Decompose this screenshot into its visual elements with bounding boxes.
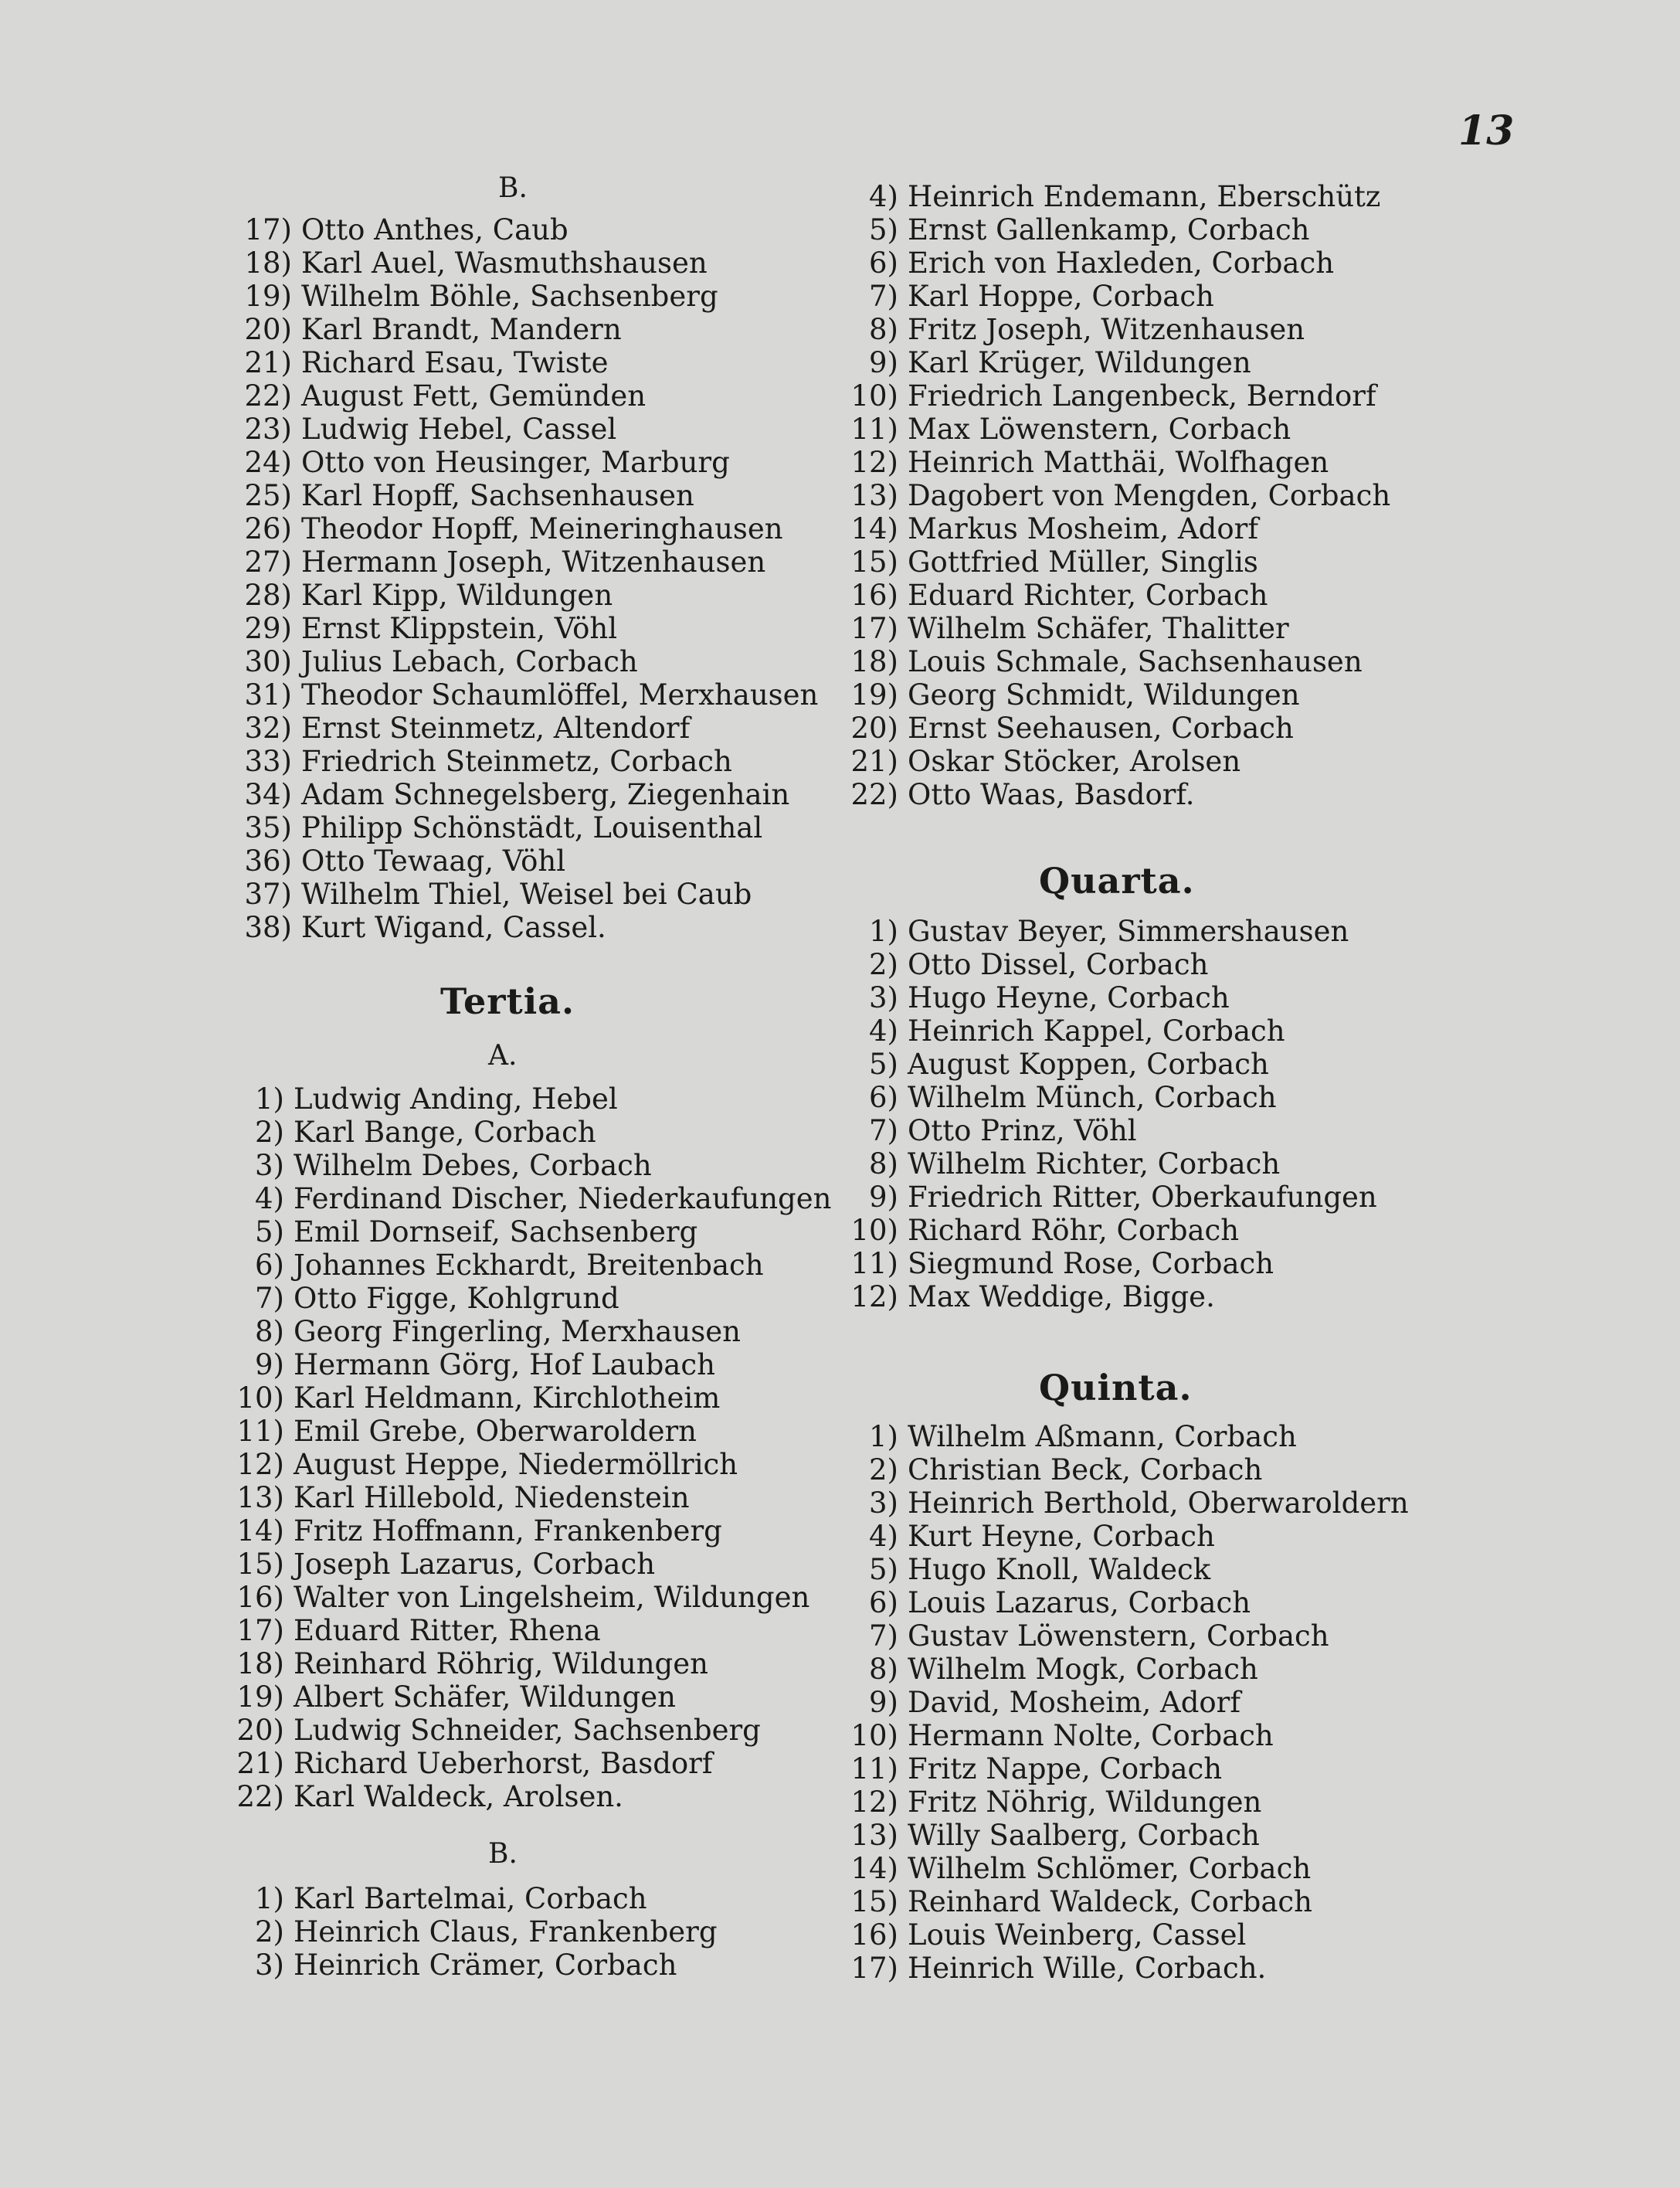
- item-number: 22): [850, 778, 898, 811]
- item-number: 10): [850, 379, 898, 413]
- item-number: 13): [850, 479, 898, 512]
- item-number: 8): [869, 1147, 898, 1181]
- section-b-label: B.: [498, 172, 528, 204]
- item-text: Emil Dornseif, Sachsenberg: [294, 1215, 698, 1249]
- item-text: Karl Brandt, Mandern: [301, 313, 622, 346]
- item-text: Joseph Lazarus, Corbach: [294, 1548, 656, 1581]
- list-item: [815, 1247, 1274, 1280]
- list-item: [209, 246, 708, 280]
- item-number: 30): [244, 645, 292, 678]
- item-text: Wilhelm Mogk, Corbach: [908, 1653, 1258, 1686]
- list-item: [209, 712, 690, 745]
- list-item: [815, 446, 1329, 479]
- list-item: [201, 1882, 647, 1915]
- list-item: [209, 678, 818, 712]
- list-item: [209, 413, 616, 446]
- tertia-heading: Tertia.: [440, 980, 575, 1022]
- item-text: Max Löwenstern, Corbach: [908, 413, 1291, 446]
- item-number: 25): [244, 479, 292, 512]
- list-item: [815, 1453, 1262, 1486]
- item-text: Walter von Lingelsheim, Wildungen: [294, 1581, 810, 1614]
- quinta-heading: Quinta.: [1039, 1367, 1193, 1408]
- list-item: [201, 1448, 738, 1481]
- item-text: Johannes Eckhardt, Breitenbach: [294, 1249, 764, 1282]
- item-number: 14): [850, 512, 898, 545]
- item-number: 15): [850, 545, 898, 579]
- item-number: 8): [869, 313, 898, 346]
- item-number: 29): [244, 612, 292, 645]
- list-item: [209, 545, 765, 579]
- item-text: Otto Prinz, Vöhl: [908, 1114, 1137, 1147]
- item-text: Fritz Hoffmann, Frankenberg: [294, 1514, 722, 1548]
- item-text: Ernst Seehausen, Corbach: [908, 712, 1294, 745]
- list-item: [815, 1553, 1210, 1586]
- item-text: Otto Waas, Basdorf.: [908, 778, 1195, 811]
- list-item: [815, 778, 1195, 811]
- list-item: [209, 645, 638, 678]
- item-number: 3): [869, 981, 898, 1014]
- list-item: [815, 346, 1251, 379]
- list-item: [209, 811, 762, 844]
- item-number: 22): [244, 379, 292, 413]
- item-text: Gustav Löwenstern, Corbach: [908, 1619, 1329, 1653]
- item-number: 35): [244, 811, 292, 844]
- item-text: Heinrich Matthäi, Wolfhagen: [908, 446, 1329, 479]
- item-number: 10): [850, 1719, 898, 1752]
- list-item: [201, 1282, 619, 1315]
- item-text: Wilhelm Böhle, Sachsenberg: [301, 280, 718, 313]
- item-text: Kurt Wigand, Cassel.: [301, 911, 606, 944]
- item-number: 27): [244, 545, 292, 579]
- item-text: Karl Heldmann, Kirchlotheim: [294, 1381, 721, 1415]
- list-item: [815, 1114, 1137, 1147]
- item-text: Hermann Joseph, Witzenhausen: [301, 545, 766, 579]
- item-number: 23): [244, 413, 292, 446]
- list-item: [815, 512, 1258, 545]
- list-item: [815, 915, 1349, 948]
- item-text: Karl Hopff, Sachsenhausen: [301, 479, 694, 512]
- item-number: 33): [244, 745, 292, 778]
- item-text: Heinrich Kappel, Corbach: [908, 1014, 1285, 1048]
- item-number: 38): [244, 911, 292, 944]
- item-number: 14): [850, 1852, 898, 1885]
- item-number: 12): [850, 1280, 898, 1313]
- item-number: 31): [244, 678, 292, 712]
- item-text: Otto von Heusinger, Marburg: [301, 446, 730, 479]
- list-item: [201, 1581, 809, 1614]
- list-item: [815, 1852, 1311, 1885]
- item-number: 18): [236, 1647, 284, 1680]
- list-item: [201, 1915, 718, 1948]
- item-text: Adam Schnegelsberg, Ziegenhain: [301, 778, 790, 811]
- item-number: 37): [244, 878, 292, 911]
- list-item: [815, 1719, 1274, 1752]
- item-number: 34): [244, 778, 292, 811]
- item-text: Hermann Görg, Hof Laubach: [294, 1348, 715, 1381]
- item-text: Karl Auel, Wasmuthshausen: [301, 246, 708, 280]
- list-item: [815, 579, 1268, 612]
- item-number: 12): [850, 446, 898, 479]
- list-item: [815, 948, 1208, 981]
- item-text: Ludwig Schneider, Sachsenberg: [294, 1714, 761, 1747]
- item-number: 1): [869, 1420, 898, 1453]
- item-text: Reinhard Waldeck, Corbach: [908, 1885, 1312, 1918]
- item-number: 11): [850, 1247, 898, 1280]
- item-number: 22): [236, 1780, 284, 1813]
- item-number: 6): [255, 1249, 284, 1282]
- item-number: 2): [255, 1116, 284, 1149]
- item-number: 8): [869, 1653, 898, 1686]
- item-number: 14): [236, 1514, 284, 1548]
- item-number: 36): [244, 844, 292, 878]
- item-text: Max Weddige, Bigge.: [908, 1280, 1215, 1313]
- item-number: 32): [244, 712, 292, 745]
- list-item: [815, 678, 1300, 712]
- item-number: 16): [850, 579, 898, 612]
- item-number: 2): [255, 1915, 284, 1948]
- list-item: [209, 379, 646, 413]
- list-item: [815, 1653, 1258, 1686]
- list-item: [209, 612, 617, 645]
- item-text: Richard Esau, Twiste: [301, 346, 609, 379]
- list-item: [815, 1619, 1329, 1653]
- item-text: Karl Bartelmai, Corbach: [294, 1882, 647, 1915]
- item-text: Wilhelm Debes, Corbach: [294, 1149, 652, 1182]
- item-number: 9): [869, 1686, 898, 1719]
- item-number: 2): [869, 948, 898, 981]
- item-number: 28): [244, 579, 292, 612]
- item-text: Fritz Joseph, Witzenhausen: [908, 313, 1305, 346]
- item-text: Heinrich Berthold, Oberwaroldern: [908, 1486, 1409, 1520]
- item-text: Christian Beck, Corbach: [908, 1453, 1263, 1486]
- item-number: 11): [850, 1752, 898, 1785]
- item-number: 19): [236, 1680, 284, 1714]
- list-item: [201, 1747, 713, 1780]
- item-number: 6): [869, 1586, 898, 1619]
- list-item: [201, 1215, 697, 1249]
- item-number: 9): [869, 1181, 898, 1214]
- item-text: Markus Mosheim, Adorf: [908, 512, 1259, 545]
- item-number: 4): [869, 1520, 898, 1553]
- list-item: [201, 1714, 761, 1747]
- list-item: [201, 1348, 715, 1381]
- list-item: [209, 745, 732, 778]
- item-text: Otto Figge, Kohlgrund: [294, 1282, 619, 1315]
- item-number: 18): [244, 246, 292, 280]
- item-text: Wilhelm Thiel, Weisel bei Caub: [301, 878, 752, 911]
- list-item: [815, 479, 1390, 512]
- item-number: 20): [244, 313, 292, 346]
- list-item: [815, 1819, 1260, 1852]
- item-text: Ernst Gallenkamp, Corbach: [908, 213, 1310, 246]
- item-number: 3): [255, 1948, 284, 1982]
- item-text: Heinrich Claus, Frankenberg: [294, 1915, 718, 1948]
- item-number: 15): [850, 1885, 898, 1918]
- list-item: [201, 1315, 741, 1348]
- item-text: Otto Anthes, Caub: [301, 213, 568, 246]
- item-number: 12): [850, 1785, 898, 1819]
- item-number: 1): [869, 915, 898, 948]
- item-text: Theodor Schaumlöffel, Merxhausen: [301, 678, 819, 712]
- item-number: 12): [236, 1448, 284, 1481]
- item-number: 5): [869, 1048, 898, 1081]
- list-item: [209, 280, 718, 313]
- item-text: Eduard Ritter, Rhena: [294, 1614, 601, 1647]
- list-item: [815, 1785, 1261, 1819]
- list-item: [201, 1481, 690, 1514]
- item-text: Richard Röhr, Corbach: [908, 1214, 1240, 1247]
- item-text: Gottfried Müller, Singlis: [908, 545, 1258, 579]
- item-number: 19): [244, 280, 292, 313]
- list-item: [201, 1548, 655, 1581]
- list-item: [201, 1647, 708, 1680]
- list-item: [201, 1381, 720, 1415]
- item-text: Ferdinand Discher, Niederkaufungen: [294, 1182, 832, 1215]
- quarta-heading: Quarta.: [1039, 860, 1195, 902]
- list-item: [209, 479, 694, 512]
- item-text: Hermann Nolte, Corbach: [908, 1719, 1274, 1752]
- item-number: 10): [850, 1214, 898, 1247]
- item-number: 11): [850, 413, 898, 446]
- list-item: [815, 1081, 1277, 1114]
- item-number: 21): [850, 745, 898, 778]
- list-item: [815, 1752, 1222, 1785]
- item-text: Georg Fingerling, Merxhausen: [294, 1315, 741, 1348]
- item-number: 13): [850, 1819, 898, 1852]
- item-text: Heinrich Endemann, Eberschütz: [908, 180, 1381, 213]
- list-item: [209, 313, 622, 346]
- list-item: [201, 1680, 676, 1714]
- item-number: 21): [244, 346, 292, 379]
- item-number: 13): [236, 1481, 284, 1514]
- item-number: 17): [850, 612, 898, 645]
- item-number: 4): [869, 1014, 898, 1048]
- item-text: August Fett, Gemünden: [301, 379, 647, 413]
- item-text: Julius Lebach, Corbach: [301, 645, 638, 678]
- item-text: Albert Schäfer, Wildungen: [294, 1680, 676, 1714]
- list-item: [815, 246, 1334, 280]
- item-number: 10): [236, 1381, 284, 1415]
- item-text: August Koppen, Corbach: [908, 1048, 1269, 1081]
- item-text: Louis Lazarus, Corbach: [908, 1586, 1251, 1619]
- list-item: [209, 878, 752, 911]
- item-text: Ludwig Anding, Hebel: [294, 1082, 618, 1116]
- item-text: Richard Ueberhorst, Basdorf: [294, 1747, 713, 1780]
- item-number: 4): [255, 1182, 284, 1215]
- list-item: [201, 1415, 697, 1448]
- list-item: [815, 1280, 1215, 1313]
- list-item: [815, 1686, 1240, 1719]
- item-number: 7): [869, 1619, 898, 1653]
- list-item: [815, 1048, 1269, 1081]
- item-text: Karl Hoppe, Corbach: [908, 280, 1214, 313]
- item-number: 20): [236, 1714, 284, 1747]
- item-number: 15): [236, 1548, 284, 1581]
- list-item: [209, 346, 608, 379]
- item-text: Philipp Schönstädt, Louisenthal: [301, 811, 763, 844]
- item-text: Karl Kipp, Wildungen: [301, 579, 613, 612]
- item-text: Hugo Heyne, Corbach: [908, 981, 1230, 1014]
- item-text: Siegmund Rose, Corbach: [908, 1247, 1274, 1280]
- list-item: [815, 981, 1230, 1014]
- item-text: August Heppe, Niedermöllrich: [294, 1448, 738, 1481]
- list-item: [815, 645, 1363, 678]
- item-number: 16): [236, 1581, 284, 1614]
- list-item: [201, 1249, 764, 1282]
- item-number: 5): [869, 1553, 898, 1586]
- list-item: [209, 579, 613, 612]
- item-text: Otto Dissel, Corbach: [908, 948, 1209, 981]
- item-text: Wilhelm Aßmann, Corbach: [908, 1420, 1297, 1453]
- item-text: Karl Waldeck, Arolsen.: [294, 1780, 623, 1813]
- item-number: 7): [869, 1114, 898, 1147]
- item-number: 7): [869, 280, 898, 313]
- item-text: Karl Hillebold, Niedenstein: [294, 1481, 690, 1514]
- list-item: [815, 612, 1289, 645]
- item-number: 5): [255, 1215, 284, 1249]
- list-item: [815, 1014, 1285, 1048]
- item-number: 6): [869, 1081, 898, 1114]
- list-item: [815, 280, 1214, 313]
- item-number: 17): [244, 213, 292, 246]
- tertia-a-label: A.: [488, 1040, 518, 1072]
- list-item: [209, 911, 606, 944]
- list-item: [815, 545, 1258, 579]
- list-item: [815, 1181, 1377, 1214]
- item-number: 20): [850, 712, 898, 745]
- item-text: Emil Grebe, Oberwaroldern: [294, 1415, 697, 1448]
- list-item: [201, 1614, 601, 1647]
- item-text: Erich von Haxleden, Corbach: [908, 246, 1335, 280]
- item-number: 2): [869, 1453, 898, 1486]
- item-number: 6): [869, 246, 898, 280]
- list-item: [815, 1486, 1409, 1520]
- item-number: 8): [255, 1315, 284, 1348]
- item-number: 9): [869, 346, 898, 379]
- list-item: [815, 1918, 1246, 1952]
- item-number: 26): [244, 512, 292, 545]
- list-item: [815, 1520, 1215, 1553]
- item-number: 3): [869, 1486, 898, 1520]
- item-text: Dagobert von Mengden, Corbach: [908, 479, 1391, 512]
- item-text: Theodor Hopff, Meineringhausen: [301, 512, 783, 545]
- item-text: Wilhelm Schäfer, Thalitter: [908, 612, 1289, 645]
- item-number: 17): [236, 1614, 284, 1647]
- list-item: [201, 1116, 596, 1149]
- list-item: [815, 712, 1294, 745]
- item-text: Willy Saalberg, Corbach: [908, 1819, 1260, 1852]
- item-text: Louis Weinberg, Cassel: [908, 1918, 1247, 1952]
- item-number: 1): [255, 1082, 284, 1116]
- item-text: Gustav Beyer, Simmershausen: [908, 915, 1349, 948]
- list-item: [209, 446, 730, 479]
- list-item: [815, 213, 1310, 246]
- item-text: Louis Schmale, Sachsenhausen: [908, 645, 1363, 678]
- item-text: Heinrich Crämer, Corbach: [294, 1948, 677, 1982]
- item-text: Friedrich Steinmetz, Corbach: [301, 745, 732, 778]
- item-text: Friedrich Langenbeck, Berndorf: [908, 379, 1376, 413]
- item-text: Friedrich Ritter, Oberkaufungen: [908, 1181, 1377, 1214]
- list-item: [815, 313, 1305, 346]
- item-text: Georg Schmidt, Wildungen: [908, 678, 1300, 712]
- item-number: 7): [255, 1282, 284, 1315]
- list-item: [815, 379, 1376, 413]
- page-number: 13: [1458, 107, 1515, 155]
- item-number: 9): [255, 1348, 284, 1381]
- item-number: 1): [255, 1882, 284, 1915]
- list-item: [815, 1586, 1251, 1619]
- item-text: Kurt Heyne, Corbach: [908, 1520, 1215, 1553]
- list-item: [815, 1147, 1280, 1181]
- item-number: 4): [869, 180, 898, 213]
- item-text: Ernst Steinmetz, Altendorf: [301, 712, 691, 745]
- item-text: Fritz Nöhrig, Wildungen: [908, 1785, 1262, 1819]
- tertia-b-label: B.: [488, 1838, 518, 1870]
- item-number: 17): [850, 1952, 898, 1985]
- item-text: Ernst Klippstein, Vöhl: [301, 612, 618, 645]
- item-text: Eduard Richter, Corbach: [908, 579, 1268, 612]
- list-item: [209, 844, 565, 878]
- list-item: [209, 213, 568, 246]
- item-text: Hugo Knoll, Waldeck: [908, 1553, 1211, 1586]
- item-text: Karl Bange, Corbach: [294, 1116, 596, 1149]
- item-text: Ludwig Hebel, Cassel: [301, 413, 617, 446]
- item-text: Wilhelm Schlömer, Corbach: [908, 1852, 1312, 1885]
- item-text: Wilhelm Richter, Corbach: [908, 1147, 1281, 1181]
- list-item: [209, 778, 789, 811]
- list-item: [815, 1214, 1239, 1247]
- item-number: 16): [850, 1918, 898, 1952]
- item-text: Heinrich Wille, Corbach.: [908, 1952, 1267, 1985]
- list-item: [201, 1082, 618, 1116]
- list-item: [815, 1952, 1266, 1985]
- item-number: 11): [236, 1415, 284, 1448]
- item-number: 19): [850, 678, 898, 712]
- item-number: 21): [236, 1747, 284, 1780]
- list-item: [209, 512, 783, 545]
- item-text: Karl Krüger, Wildungen: [908, 346, 1251, 379]
- list-item: [815, 745, 1240, 778]
- list-item: [815, 1885, 1312, 1918]
- list-item: [815, 413, 1291, 446]
- item-number: 18): [850, 645, 898, 678]
- list-item: [201, 1948, 677, 1982]
- list-item: [201, 1182, 831, 1215]
- item-text: Reinhard Röhrig, Wildungen: [294, 1647, 708, 1680]
- item-text: Fritz Nappe, Corbach: [908, 1752, 1223, 1785]
- list-item: [815, 1420, 1297, 1453]
- item-text: Oskar Stöcker, Arolsen: [908, 745, 1241, 778]
- item-number: 5): [869, 213, 898, 246]
- item-number: 3): [255, 1149, 284, 1182]
- item-text: Wilhelm Münch, Corbach: [908, 1081, 1277, 1114]
- list-item: [201, 1514, 722, 1548]
- list-item: [201, 1149, 652, 1182]
- item-text: Otto Tewaag, Vöhl: [301, 844, 566, 878]
- list-item: [815, 180, 1380, 213]
- item-number: 24): [244, 446, 292, 479]
- item-text: David, Mosheim, Adorf: [908, 1686, 1241, 1719]
- list-item: [201, 1780, 623, 1813]
